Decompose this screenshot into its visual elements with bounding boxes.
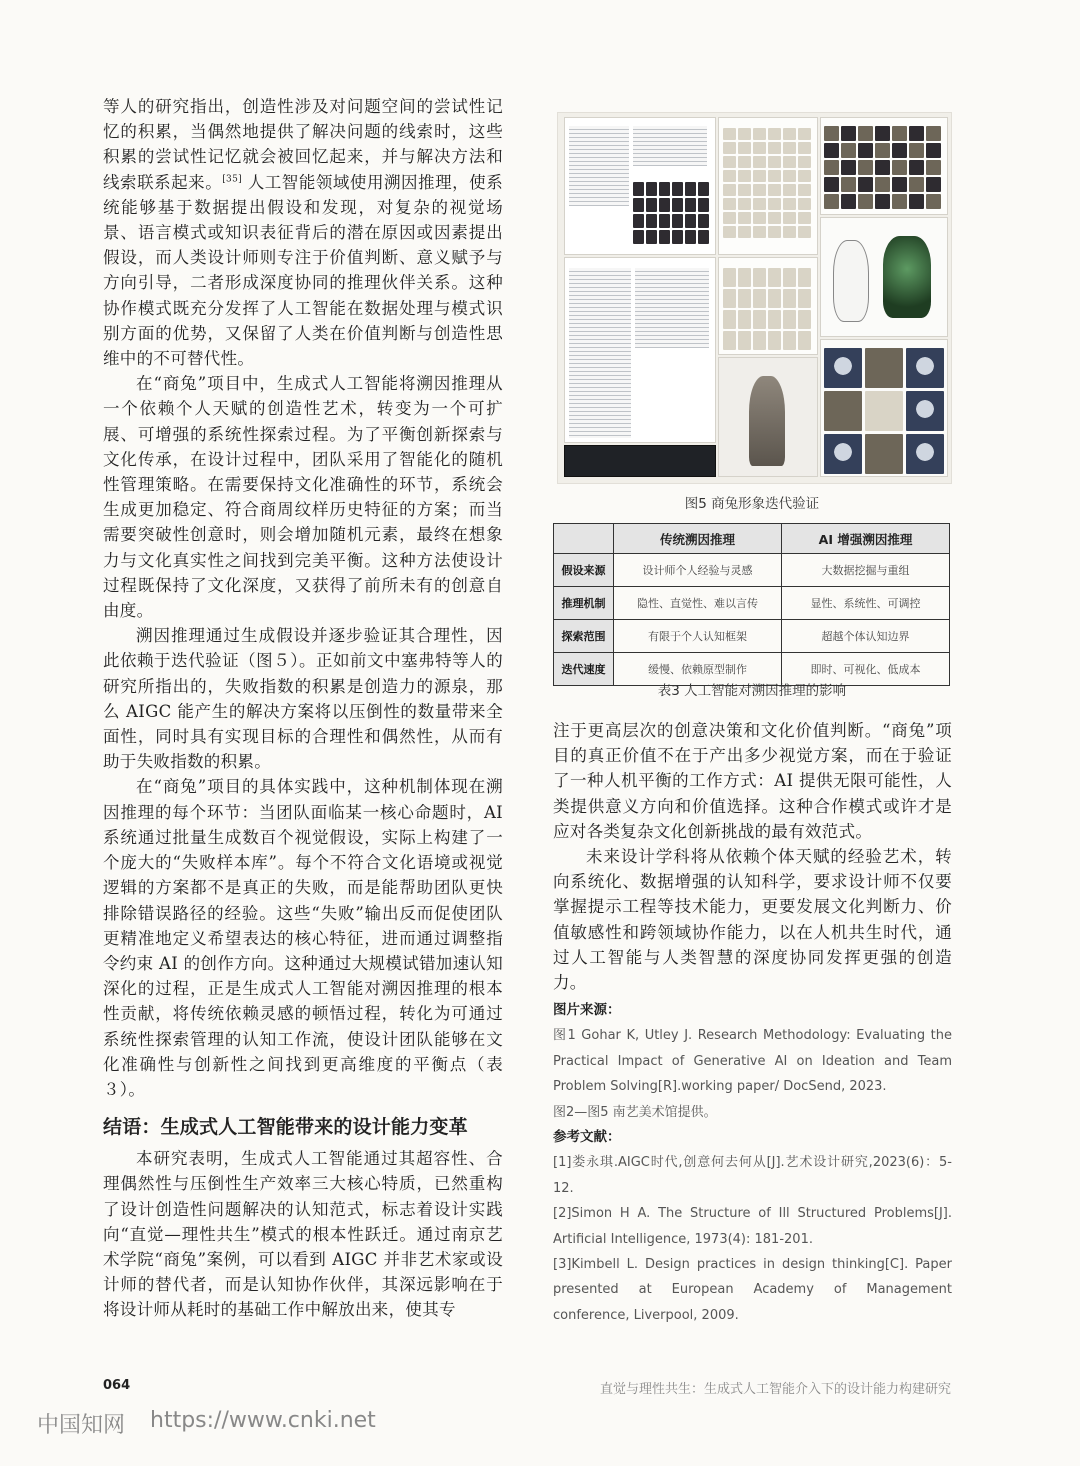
final-renders-image [820,339,948,477]
paragraph: 等人的研究指出，创造性涉及对问题空间的尝试性记忆的积累，当偶然地提供了解决问题的线索时，这些积累的尝试性记忆就会被回忆起来，并与解决方法和线索联系起来。[35] 人工智能领域使用溯因推理，使系统能够基于数据提出假设和发现，对复杂的视觉场景、语言模式或知识表征背后的潜在原因或因素提出假设，而人类设计师则专注于价值判断、意义赋予与方向引导，二者形成深度协同的推理伙伴关系。这种协作模式既充分发挥了人工智能在数据处理与模式识别方面的优势，又保留了人类在价值判断与创造性思维中的不可替代性。 [103,97,503,369]
paragraph: 溯因推理通过生成假设并逐步验证其合理性，因此依赖于迭代验证（图５）。正如前文中塞弗特等人的研究所指出的，失败指数的积累是创造力的源泉，那么 AIGC 能产生的解决方案将以压倒性的数量带来全面性，同时具有实现目标的合理性和偶然性，从而有助于失败指数的积累。 [103,626,503,772]
table-header-cell [554,524,614,554]
table-cell: 缓慢、依赖原型制作 [614,653,782,686]
figurine-grid-image [718,257,818,355]
table-header-cell: AI 增强溯因推理 [782,524,950,554]
figure-caption: 图5 商兔形象迭代验证 [684,496,820,512]
running-title: 直觉与理性共生：生成式人工智能介入下的设计能力构建研究 [599,1382,951,1397]
table-header-cell: 传统溯因推理 [614,524,782,554]
table-cell: 超越个体认知边界 [782,620,950,653]
table-cell: 显性、系统性、可调控 [782,587,950,620]
paragraph: 本研究表明，生成式人工智能通过其超容性、合理偶然性与压倒性生产效率三大核心特质，已然重构了设计创造性问题解决的认知范式，标志着设计实践向“直觉—理性共生”模式的根本性跃迁。通过南京艺术学院“商兔”案例，可以看到 AIGC 并非艺术家或设计师的替代者，而是认知协作伙伴，其深远影响在于将设计师从耗时的基础工作中解放出来，使其专 [103,1149,503,1320]
table-header-row [554,524,950,554]
table-cell: 大数据挖掘与重组 [782,554,950,587]
image-source-item: 图2—图5 南艺美术馆提供。 [553,1104,717,1120]
table-row [554,554,950,587]
page-number: 064 [103,1378,131,1393]
table-cell: 隐性、直觉性、难以言传 [614,587,782,620]
rabbit-model-image [820,217,948,337]
paragraph: 在“商兔”项目中，生成式人工智能将溯因推理从一个依赖个人天赋的创造性艺术，转变为一个可扩展、可增强的系统性探索过程。为了平衡创新探索与文化传承，在设计过程中，团队采用了智能化的随机性管理策略。在需要保持文化准确性的环节，系统会生成更加稳定、符合商周纹样历史特征的方案；而当需要突破性创意时，则会增加随机元素，最终在想象力与文化真实性之间找到完美平衡。这种方法使设计过程既保持了文化深度，又获得了前所未有的创意自由度。 [103,374,503,621]
table-cell: 设计师个人经验与灵感 [614,554,782,587]
paragraph: 注于更高层次的创意决策和文化价值判断。“商兔”项目的真正价值不在于产出多少视觉方案，而在于验证了一种人机平衡的工作方式：AI 提供无限可能性，人类提供意义方向和价值选择。这种合作模式或许才是应对各类复杂文化创新挑战的最有效范式。 [553,721,952,841]
row-label: 迭代速度 [554,653,614,686]
citation-ref[interactable]: [35] [222,174,242,185]
table-cell: 即时、可视化、低成本 [782,653,950,686]
reference-item: [3]Kimbell L. Design practices in design thinking[C]. Paper presented at European Academy of Management conference, Liverpool, 2009. [553,1257,952,1323]
row-label: 探索范围 [554,620,614,653]
render-grid-image [820,117,948,215]
row-label: 假设来源 [554,554,614,587]
paragraph: 未来设计学科将从依赖个体天赋的经验艺术，转向系统化、数据增强的认知科学，要求设计师不仅要掌握提示工程等技术能力，更要发展文化判断力、价值敏感性和跨领域协作能力，以在人机共生时代，通过人工智能与人类智慧的深度协同发挥更强的创造力。 [553,847,952,993]
watermark-url[interactable]: https://www.cnki.net [150,1408,376,1433]
table-caption: 表3 人工智能对溯因推理的影响 [657,683,847,699]
rabbit-statue-image [718,357,818,477]
watermark-logo: 中国知网 [37,1413,126,1438]
image-source-item: 图1 Gohar K, Utley J. Research Methodology: Evaluating the Practical Impact of Generative AI on Ideation and Team Problem Solving[R].working paper/ DocSend, 2023. [553,1028,952,1095]
right-column [553,718,952,995]
reference-item: [2]Simon H A. The Structure of Ill Structured Problems[J]. Artificial Intelligence, 1973(4): 181-201. [553,1206,952,1247]
dark-ui-image [564,445,716,477]
code-list-image [564,257,716,443]
sketch-grid-image [718,117,818,255]
references-section [553,998,952,1328]
table-3 [553,523,950,686]
table-row [554,587,950,620]
section-heading: 结语：生成式人工智能带来的设计能力变革 [103,1116,468,1139]
figure-5-collage [557,112,952,484]
paragraph: 在“商兔”项目的具体实践中，这种机制体现在溯因推理的每个环节：当团队面临某一核心命题时，AI 系统通过批量生成数百个视觉假设，实际上构建了一个庞大的“失败样本库”。每个不符合文化语境或视觉逻辑的方案都不是真正的失败，而是能帮助团队更快排除错误路径的经验。这些“失败”输出反而促使团队更精准地定义希望表达的核心特征，进而通过调整指令约束 AI 的创作方向。这种通过大规模试错加速认知深化的过程，正是生成式人工智能对溯因推理的根本性贡献，将传统依赖灵感的顿悟过程，转化为可通过系统性探索管理的认知工作流，使设计团队能够在文化准确性与创新性之间找到更高维度的平衡点（表３）。 [103,777,503,1099]
left-column [103,94,503,1323]
table-cell: 有限于个人认知框架 [614,620,782,653]
table-row [554,620,950,653]
references-heading: 参考文献： [553,1129,621,1146]
row-label: 推理机制 [554,587,614,620]
prompt-panel-image [564,117,716,255]
reference-item: [1]娄永琪.AIGC时代,创意何去何从[J].艺术设计研究,2023(6)：5-12. [553,1155,952,1196]
image-sources-heading: 图片来源： [553,1002,621,1018]
